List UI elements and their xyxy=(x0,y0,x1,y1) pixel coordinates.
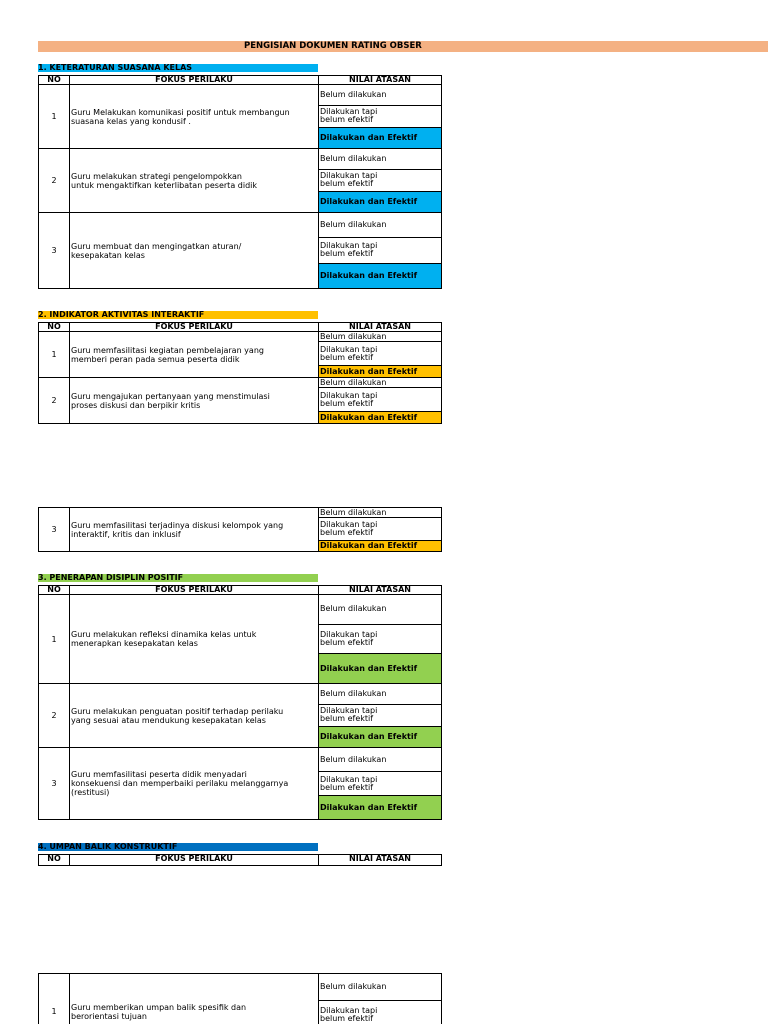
section-3-table-header xyxy=(38,585,442,595)
rating-options xyxy=(319,595,441,683)
table-row xyxy=(38,332,442,378)
row-fokus: Guru melakukan penguatan positif terhadap perilaku yang sesuai atau mendukung kesepakatan kelas xyxy=(70,684,319,747)
option-belum-dilakukan[interactable]: Belum dilakukan xyxy=(319,213,441,238)
row-number: 1 xyxy=(39,595,70,683)
rating-options xyxy=(319,748,441,819)
option-dilakukan-tapi[interactable]: Dilakukan tapi belum efektif xyxy=(319,170,441,191)
option-belum-dilakukan[interactable]: Belum dilakukan xyxy=(319,149,441,170)
option-dilakukan-tapi[interactable]: Dilakukan tapi belum efektif xyxy=(319,772,441,796)
row-number: 1 xyxy=(39,332,70,377)
row-number: 3 xyxy=(39,748,70,819)
row-fokus: Guru melakukan refleksi dinamika kelas untuk menerapkan kesepakatan kelas xyxy=(70,595,319,683)
document-banner xyxy=(38,41,768,52)
table-row xyxy=(38,85,442,149)
option-dilakukan-tapi[interactable]: Dilakukan tapi belum efektif xyxy=(319,705,441,726)
option-dilakukan-tapi[interactable]: Dilakukan tapi belum efektif xyxy=(320,1005,378,1023)
option-dilakukan-efektif[interactable]: Dilakukan dan Efektif xyxy=(319,727,441,747)
header-fokus: FOKUS PERILAKU xyxy=(70,76,319,84)
section-3-title: 3. PENERAPAN DISIPLIN POSITIF xyxy=(38,574,318,582)
option-dilakukan-tapi[interactable]: Dilakukan tapi belum efektif xyxy=(319,238,441,263)
rating-options xyxy=(319,149,441,212)
row-fokus: Guru membuat dan mengingatkan aturan/ kesepakatan kelas xyxy=(70,213,319,288)
option-dilakukan-efektif[interactable]: Dilakukan dan Efektif xyxy=(319,654,441,683)
row-number: 2 xyxy=(39,149,70,212)
table-row xyxy=(38,973,442,1024)
header-no: NO xyxy=(39,323,70,331)
document-title: PENGISIAN DOKUMEN RATING OBSER xyxy=(244,41,422,51)
row-number: 3 xyxy=(39,508,70,551)
row-number: 1 xyxy=(39,85,70,148)
option-belum-dilakukan[interactable]: Belum dilakukan xyxy=(319,974,441,1001)
section-4-table-header xyxy=(38,854,442,866)
option-dilakukan-efektif[interactable]: Dilakukan dan Efektif xyxy=(319,128,441,148)
option-belum-dilakukan[interactable]: Belum dilakukan xyxy=(319,508,441,518)
option-dilakukan-tapi[interactable]: Dilakukan tapi belum efektif xyxy=(319,388,441,412)
row-fokus: Guru memfasilitasi terjadinya diskusi kelompok yang interaktif, kritis dan inklusif xyxy=(70,508,319,551)
row-fokus: Guru mengajukan pertanyaan yang menstimulasi proses diskusi dan berpikir kritis xyxy=(70,378,319,423)
table-row xyxy=(38,213,442,289)
option-dilakukan-efektif[interactable]: Dilakukan dan Efektif xyxy=(319,192,441,212)
option-dilakukan-tapi[interactable]: Dilakukan tapi belum efektif xyxy=(319,625,441,655)
option-dilakukan-efektif[interactable]: Dilakukan dan Efektif xyxy=(319,366,441,377)
option-belum-dilakukan[interactable]: Belum dilakukan xyxy=(319,378,441,388)
table-row xyxy=(38,149,442,213)
row-number: 2 xyxy=(39,684,70,747)
rating-options xyxy=(319,684,441,747)
row-fokus: Guru memfasilitasi kegiatan pembelajaran yang memberi peran pada semua peserta didik xyxy=(70,332,319,377)
option-dilakukan-tapi[interactable]: Dilakukan tapi belum efektif xyxy=(319,342,441,366)
header-no: NO xyxy=(39,855,70,865)
row-fokus: Guru melakukan strategi pengelompokkan untuk mengaktifkan keterlibatan peserta didik xyxy=(70,149,319,212)
option-dilakukan-efektif[interactable]: Dilakukan dan Efektif xyxy=(319,796,441,819)
header-nilai: NILAI ATASAN xyxy=(349,322,411,331)
option-belum-dilakukan[interactable]: Belum dilakukan xyxy=(319,748,441,772)
section-4-title: 4. UMPAN BALIK KONSTRUKTIF xyxy=(38,843,318,851)
option-dilakukan-tapi[interactable]: Dilakukan tapi belum efektif xyxy=(319,518,441,541)
header-nilai: NILAI ATASAN xyxy=(349,585,411,594)
table-row xyxy=(38,684,442,748)
option-dilakukan-efektif[interactable]: Dilakukan dan Efektif xyxy=(319,541,441,551)
option-belum-dilakukan[interactable]: Belum dilakukan xyxy=(319,595,441,625)
option-belum-dilakukan[interactable]: Belum dilakukan xyxy=(319,332,441,342)
rating-options xyxy=(319,85,441,148)
option-belum-dilakukan[interactable]: Belum dilakukan xyxy=(319,85,441,106)
header-nilai: NILAI ATASAN xyxy=(349,854,411,863)
rating-options xyxy=(319,213,441,288)
row-number: 3 xyxy=(39,213,70,288)
table-row xyxy=(38,507,442,552)
row-fokus: Guru memfasilitasi peserta didik menyadari konsekuensi dan memperbaiki perilaku melanggarnya (restitusi) xyxy=(70,748,319,819)
row-fokus: Guru memberikan umpan balik spesifik dan berorientasi tujuan xyxy=(70,974,319,1024)
rating-options xyxy=(319,378,441,423)
rating-options xyxy=(319,332,441,377)
table-row xyxy=(38,378,442,424)
section-2-title: 2. INDIKATOR AKTIVITAS INTERAKTIF xyxy=(38,311,318,319)
option-belum-dilakukan[interactable]: Belum dilakukan xyxy=(319,684,441,705)
section-1-table-header xyxy=(38,75,442,85)
table-row xyxy=(38,748,442,820)
header-nilai: NILAI ATASAN xyxy=(349,75,411,84)
header-fokus: FOKUS PERILAKU xyxy=(70,586,319,594)
header-no: NO xyxy=(39,76,70,84)
header-fokus: FOKUS PERILAKU xyxy=(70,323,319,331)
rating-options xyxy=(319,508,441,551)
option-dilakukan-efektif[interactable]: Dilakukan dan Efektif xyxy=(319,264,441,288)
option-dilakukan-tapi[interactable]: Dilakukan tapi belum efektif xyxy=(319,106,441,127)
section-2-table-header xyxy=(38,322,442,332)
table-row xyxy=(38,595,442,684)
header-no: NO xyxy=(39,586,70,594)
row-number: 2 xyxy=(39,378,70,423)
row-number: 1 xyxy=(39,974,70,1024)
row-fokus: Guru Melakukan komunikasi positif untuk membangun suasana kelas yang kondusif . xyxy=(70,85,319,148)
option-dilakukan-efektif[interactable]: Dilakukan dan Efektif xyxy=(319,412,441,423)
section-1-title: 1. KETERATURAN SUASANA KELAS xyxy=(38,64,318,72)
header-fokus: FOKUS PERILAKU xyxy=(70,855,319,865)
rating-options xyxy=(319,974,441,1024)
